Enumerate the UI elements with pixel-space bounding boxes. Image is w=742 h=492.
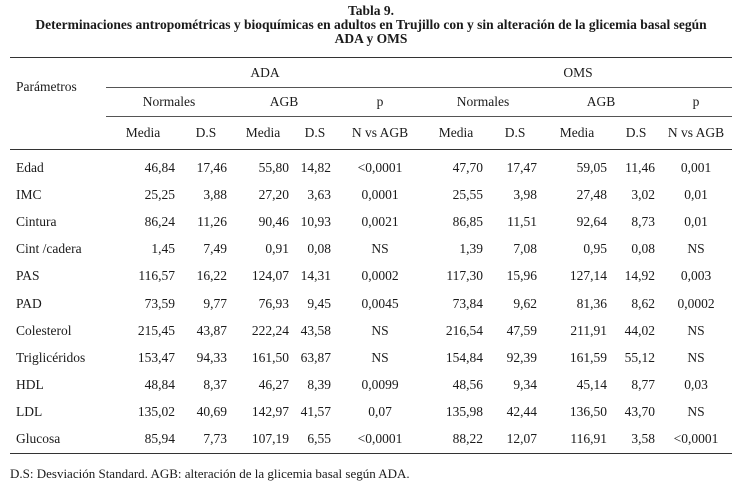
value-cell: 85,94 <box>106 426 180 454</box>
value-cell: 7,73 <box>180 426 232 454</box>
table-title <box>0 4 742 46</box>
p-value-cell: NS <box>687 322 705 338</box>
header-oms-agb-ds: D.S <box>612 117 660 150</box>
p-value-cell: 0,001 <box>680 159 712 175</box>
param-cell: Colesterol <box>16 322 72 338</box>
value-cell: 12,07 <box>488 426 542 454</box>
value-cell: 8,39 <box>307 377 331 393</box>
value-cell: 153,47 <box>137 349 175 365</box>
value-cell: 117,30 <box>446 268 484 284</box>
value-cell: 44,02 <box>624 322 656 338</box>
header-oms-normales-media: Media <box>424 117 488 150</box>
value-cell: 25,55 <box>452 186 484 202</box>
param-cell: Edad <box>16 159 44 175</box>
value-cell: 1,45 <box>151 241 175 257</box>
value-cell: 16,22 <box>196 268 227 284</box>
p-value-cell: NS <box>371 322 389 338</box>
p-value-cell: NS <box>687 349 705 365</box>
header-ada-normales-ds: D.S <box>180 117 232 150</box>
value-cell: 8,77 <box>631 377 656 393</box>
param-cell: Cintura <box>16 213 57 229</box>
value-cell: 41,57 <box>300 404 331 420</box>
header-empty-cell <box>10 117 106 150</box>
results-table <box>10 57 732 454</box>
table-row <box>10 208 732 235</box>
table-footnote: D.S: Desviación Standard. AGB: alteración de la glicemia basal según ADA. <box>10 466 410 481</box>
value-cell: 1,39 <box>459 241 484 257</box>
p-value-cell: 0,0045 <box>361 295 399 311</box>
value-cell: 14,82 <box>300 159 331 175</box>
value-cell: 15,96 <box>506 268 538 284</box>
value-cell: 73,59 <box>144 295 175 311</box>
table-caption-continued: ADA y OMS <box>334 31 408 46</box>
p-value-cell: 0,07 <box>368 404 392 420</box>
p-value-cell: 0,0002 <box>677 295 715 311</box>
value-cell: 161,59 <box>569 349 608 365</box>
header-ada-agb-media: Media <box>232 117 294 150</box>
header-ada-n-vs-agb: N vs AGB <box>336 117 424 150</box>
header-row-subgroups <box>10 88 732 117</box>
p-value-cell: NS <box>371 241 389 257</box>
table-number: Tabla 9. <box>347 3 395 18</box>
p-value-cell: 0,01 <box>684 186 708 202</box>
value-cell: 76,93 <box>258 295 289 311</box>
value-cell: 9,45 <box>307 295 331 311</box>
p-value-cell: NS <box>687 404 705 420</box>
p-value-cell: 0,0002 <box>361 268 399 284</box>
value-cell: 3,58 <box>612 426 660 454</box>
table-row <box>10 290 732 317</box>
header-oms-agb: AGB <box>542 88 660 117</box>
value-cell: 7,08 <box>513 241 538 257</box>
value-cell: 46,27 <box>258 377 289 393</box>
p-value-cell: <0,0001 <box>357 159 403 175</box>
table-row <box>10 181 732 208</box>
value-cell: 88,22 <box>424 426 488 454</box>
p-value-cell: 0,03 <box>684 377 708 393</box>
value-cell: 17,46 <box>196 159 227 175</box>
value-cell: 86,24 <box>144 213 175 229</box>
value-cell: 43,87 <box>196 322 227 338</box>
p-value-cell: 0,003 <box>680 268 712 284</box>
header-oms: OMS <box>424 58 732 88</box>
value-cell: 55,12 <box>624 349 656 365</box>
value-cell: 47,70 <box>452 159 484 175</box>
table-row <box>10 263 732 290</box>
value-cell: 8,37 <box>203 377 227 393</box>
value-cell: 215,45 <box>137 322 175 338</box>
value-cell: 17,47 <box>506 159 538 175</box>
table-row <box>10 317 732 344</box>
value-cell: 216,54 <box>445 322 484 338</box>
value-cell: 116,91 <box>542 426 612 454</box>
value-cell: 154,84 <box>445 349 484 365</box>
value-cell: 11,26 <box>197 213 227 229</box>
value-cell: 0,08 <box>631 241 656 257</box>
param-cell: PAS <box>16 268 40 284</box>
value-cell: 0,08 <box>307 241 331 257</box>
header-oms-n-vs-agb: N vs AGB <box>660 117 732 150</box>
param-cell: Cint /cadera <box>16 241 82 257</box>
value-cell: 27,20 <box>258 186 289 202</box>
header-oms-p: p <box>660 88 732 117</box>
value-cell: 48,56 <box>452 377 484 393</box>
header-parametros: Parámetros <box>10 58 106 117</box>
value-cell: 92,39 <box>506 349 538 365</box>
value-cell: 55,80 <box>258 159 289 175</box>
header-ada-p: p <box>336 88 424 117</box>
header-ada-normales: Normales <box>106 88 232 117</box>
value-cell: 63,87 <box>300 349 331 365</box>
value-cell: 3,98 <box>513 186 538 202</box>
header-ada-agb-ds: D.S <box>294 117 336 150</box>
value-cell: 3,88 <box>203 186 227 202</box>
value-cell: 136,50 <box>569 404 608 420</box>
table-row <box>10 344 732 371</box>
value-cell: 142,97 <box>251 404 289 420</box>
value-cell: 124,07 <box>251 268 289 284</box>
param-cell: LDL <box>16 404 43 420</box>
table-row <box>10 236 732 263</box>
header-ada: ADA <box>106 58 424 88</box>
value-cell: 127,14 <box>569 268 608 284</box>
value-cell: 27,48 <box>576 186 608 202</box>
value-cell: 161,50 <box>251 349 289 365</box>
value-cell: 73,84 <box>452 295 484 311</box>
value-cell: 11,46 <box>625 159 656 175</box>
value-cell: 8,62 <box>631 295 656 311</box>
value-cell: 92,64 <box>576 213 608 229</box>
value-cell: 48,84 <box>144 377 175 393</box>
value-cell: 81,36 <box>576 295 608 311</box>
param-cell: PAD <box>16 295 42 311</box>
value-cell: 59,05 <box>576 159 608 175</box>
value-cell: 42,44 <box>506 404 538 420</box>
value-cell: 211,91 <box>570 322 608 338</box>
value-cell: 135,98 <box>445 404 484 420</box>
header-ada-normales-media: Media <box>106 117 180 150</box>
value-cell: 14,31 <box>300 268 331 284</box>
value-cell: 11,51 <box>507 213 538 229</box>
value-cell: 222,24 <box>251 322 289 338</box>
p-value-cell: NS <box>371 349 389 365</box>
value-cell: 43,58 <box>300 322 331 338</box>
value-cell: 40,69 <box>196 404 227 420</box>
value-cell: 45,14 <box>576 377 608 393</box>
header-row-columns <box>10 117 732 150</box>
value-cell: 9,62 <box>513 295 538 311</box>
param-cell: Glucosa <box>10 426 106 454</box>
value-cell: 10,93 <box>300 213 331 229</box>
value-cell: 7,49 <box>203 241 227 257</box>
value-cell: 43,70 <box>624 404 656 420</box>
header-oms-normales-ds: D.S <box>488 117 542 150</box>
p-value-cell: 0,01 <box>684 213 708 229</box>
value-cell: 9,34 <box>513 377 538 393</box>
param-cell: HDL <box>16 377 44 393</box>
table-body <box>10 150 732 454</box>
value-cell: 46,84 <box>144 159 175 175</box>
value-cell: 25,25 <box>144 186 175 202</box>
header-row-groups <box>10 58 732 88</box>
param-cell: IMC <box>16 186 42 202</box>
p-value-cell: NS <box>687 241 705 257</box>
value-cell: 0,95 <box>583 241 608 257</box>
value-cell: 90,46 <box>258 213 289 229</box>
value-cell: 14,92 <box>624 268 656 284</box>
value-cell: 94,33 <box>196 349 227 365</box>
p-value-cell: <0,0001 <box>336 426 424 454</box>
table-row <box>10 426 732 454</box>
value-cell: 3,63 <box>307 186 331 202</box>
p-value-cell: <0,0001 <box>660 426 732 454</box>
value-cell: 116,57 <box>138 268 175 284</box>
param-cell: Triglicéridos <box>16 349 86 365</box>
table-caption: Determinaciones antropométricas y bioquímicas en adultos en Trujillo con y sin alteración de la glicemia basal según <box>35 17 707 32</box>
header-ada-agb: AGB <box>232 88 336 117</box>
value-cell: 0,91 <box>265 241 289 257</box>
p-value-cell: 0,0099 <box>361 377 399 393</box>
value-cell: 6,55 <box>294 426 336 454</box>
p-value-cell: 0,0021 <box>361 213 399 229</box>
value-cell: 8,73 <box>631 213 656 229</box>
p-value-cell: 0,0001 <box>361 186 399 202</box>
header-oms-agb-media: Media <box>542 117 612 150</box>
value-cell: 107,19 <box>232 426 294 454</box>
value-cell: 86,85 <box>452 213 484 229</box>
value-cell: 47,59 <box>506 322 538 338</box>
header-oms-normales: Normales <box>424 88 542 117</box>
value-cell: 135,02 <box>137 404 175 420</box>
table-row <box>10 150 732 182</box>
table-row <box>10 372 732 399</box>
value-cell: 9,77 <box>203 295 227 311</box>
table-row <box>10 399 732 426</box>
value-cell: 3,02 <box>631 186 656 202</box>
